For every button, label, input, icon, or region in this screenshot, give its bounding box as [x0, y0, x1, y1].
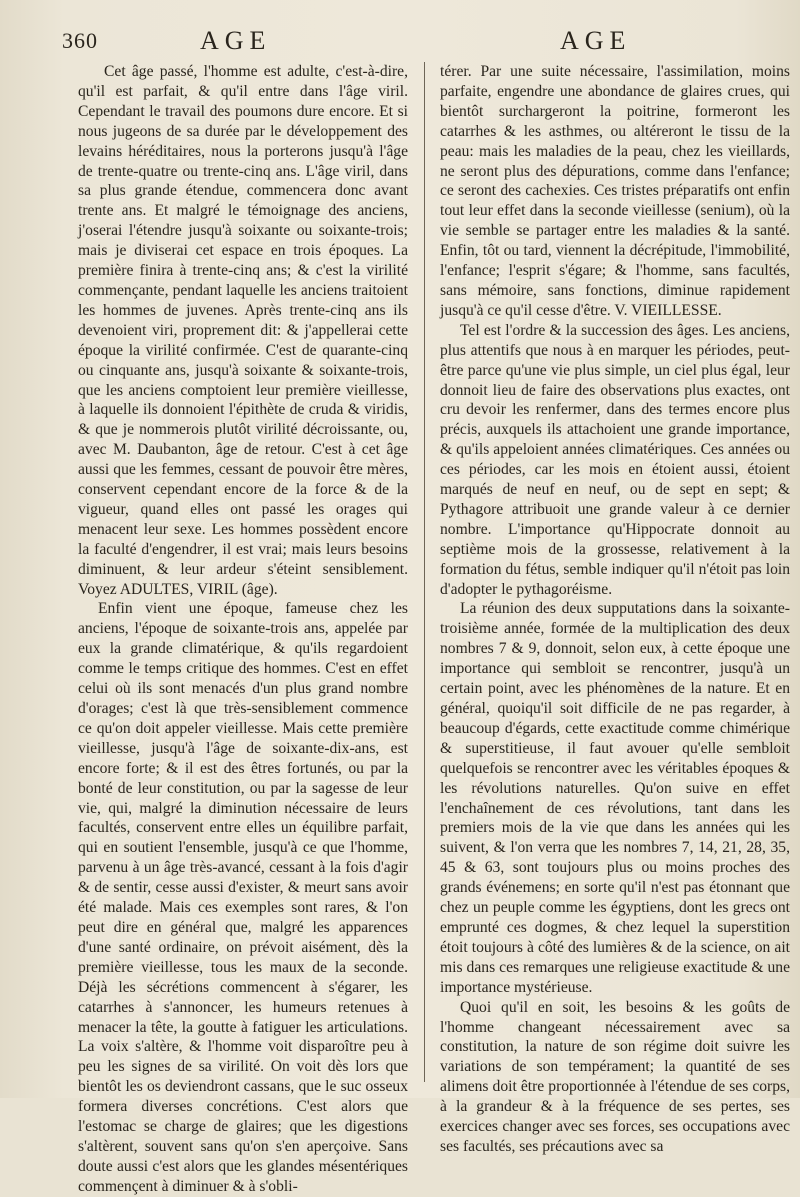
paragraph: Cet âge passé, l'homme est adulte, c'est-à-dire, qu'il est parfait, & qu'il entre dans l'âge viril. Cependant le travail des poumons dure encore. Et si nous jugeons de sa durée par le développement des levains héréditaires, nous la porterons jusqu'à l'âge de trente-quatre ou trente-cinq ans. L'âge viril, dans sa plus grande étendue, commencera donc avant trente ans. Et malgré le témoignage des anciens, j'oserai l'étendre jusqu'à soixante ou soixante-trois; mais je diviserai cet espace en trois époques. La première finira à trente-cinq ans; & c'est la virilité commençante, pendant laquelle les anciens traitoient les hommes de juvenes. Après trente-cinq ans ils devenoient viri, proprement dit: & j'appellerai cette époque la virilité confirmée. C'est de quarante-cinq ou cinquante ans, jusqu'à soixante & soixante-trois, que les anciens comptoient leur première vieillesse, à laquelle ils donnoient l'épithète de cruda & viridis, & que je nommerois plutôt virilité décroissante, ou, avec M. Daubanton, âge de retour. C'est à cet âge aussi que les femmes, cessant de pouvoir être mères, conservent cependant encore de la force & de la vigueur, quand elles ont passé les orages qui menacent leur sexe. Les hommes possèdent encore la faculté d'engendrer, il est vrai; mais leurs besoins diminuent, & leur ardeur s'éteint sensiblement. Voyez ADULTES, VIRIL (âge).	[78, 63, 408, 598]
paragraph: Quoi qu'il en soit, les besoins & les goûts de l'homme changeant nécessairement avec sa constitution, la nature de son régime doit suivre les variations de son tempérament; la quantité de ses alimens doit être proportionnée à l'étendue de ses corps, à la grandeur & à la fréquence de ses pertes, ses exercices changer avec ses forces, ses occupations avec ses facultés, ses précautions avec sa	[440, 998, 790, 1155]
paragraph: Enfin vient une époque, fameuse chez les anciens, l'époque de soixante-trois ans, appelée par eux la grande climatérique, & qu'ils regardoient comme le temps critique des hommes. C'est en effet celui où ils sont menacés d'un plus grand nombre d'orages; c'est là que très-sensiblement commence ce qu'on doit appeler vieillesse. Mais cette première vieillesse, jusqu'à l'âge de soixante-dix-ans, est encore forte; & il est des êtres fortunés, ou par la bonté de leur constitution, ou par la sagesse de leur vie, qui, malgré la diminution nécessaire de leurs facultés, conservent entre elles un équilibre parfait, qui en soutient l'ensemble, jusqu'à ce que l'homme, parvenu à un âge très-avancé, cessant à la fois d'agir & de sentir, cesse aussi d'exister, & meurt sans avoir été malade. Mais ces exemples sont rares, & l'on peut dire en général que, malgré les apparences d'une santé ordinaire, on prévoit aisément, dès la première vieillesse, tous les maux de la seconde. Déjà les sécrétions commencent à s'égarer, les catarrhes à s'annoncer, les humeurs retenues à menacer la tête, la goutte à fatiguer les articulations. La voix s'altère, & l'homme voit disparoître peu à peu les signes de sa virilité. On voit dès lors que bientôt les os deviendront cassans, que le suc osseux formera diverses concrétions. C'est alors que l'estomac se charge de glaires; que les digestions s'altèrent, souvent sans qu'on s'en aperçoive. Sans doute aussi c'est alors que les glandes mésentériques commençent à diminuer & à s'obli-	[78, 600, 408, 1195]
column-divider	[424, 62, 425, 1082]
left-column	[78, 62, 408, 1197]
right-column	[440, 62, 790, 1157]
paragraph: térer. Par une suite nécessaire, l'assimilation, moins parfaite, engendre une abondance de glaires crues, qui bientôt surchargeront la poitrine, formeront les catarrhes & les asthmes, ou altéreront le tissu de la peau: mais les maladies de la peau, chez les vieillards, ne seront plus des dépurations, comme dans l'enfance; ce seront des cachexies. Ces tristes préparatifs ont enfin tout leur effet dans la seconde vieillesse (senium), où la vie semble se partager entre les maladies & la santé. Enfin, tôt ou tard, viennent la décrépitude, l'immobilité, l'enfance; l'esprit s'égare; & l'homme, sans facultés, sans mémoire, sans fonctions, diminue rapidement jusqu'à ce qu'il cesse d'être. V. VIEILLESSE.	[440, 63, 790, 319]
running-head-left: AGE	[200, 26, 272, 55]
paragraph: La réunion des deux supputations dans la soixante-troisième année, formée de la multiplication des deux nombres 7 & 9, donnoit, selon eux, à cette époque une importance qui sembloit se rencontrer, jusqu'à un certain point, avec les phénomènes de la nature. Et en général, quoiqu'il soit difficile de ne pas regarder, à beaucoup d'égards, cette exactitude comme chimérique & superstitieuse, il faut avouer qu'elle sembloit quelquefois se rencontrer avec les véritables époques & les révolutions naturelles. Qu'on suive en effet l'enchaînement de ces révolutions, tant dans les premiers mois de la vie que dans les années qui les suivent, & l'on verra que les nombres 7, 14, 21, 28, 35, 45 & 63, sont toujours plus ou moins proches des grands événemens; en sorte qu'il n'est pas étonnant que chez un peuple comme les égyptiens, dont les grecs ont emprunté ces dogmes, & chez lequel la superstition étoit toujours à côté des lumières & de la science, on ait mis dans ces remarques une religieuse exactitude & une importance mystérieuse.	[440, 600, 790, 996]
paragraph: Tel est l'ordre & la succession des âges. Les anciens, plus attentifs que nous à en marquer les périodes, peut-être parce qu'une vie plus simple, un ciel plus égal, leur donnoit lieu de faire des observations plus exactes, ont cru devoir les renfermer, dans des termes encore plus précis, auxquels ils attachoient une grande importance, & qu'ils appeloient années climatériques. Ces années ou ces périodes, car les mois en étoient aussi, étoient marqués de neuf en neuf, ou de sept en sept; & Pythagore attribuoit une grande valeur à ce dernier nombre. L'importance qu'Hippocrate donnoit au septième mois de la grossesse, relativement à la formation du fétus, semble indiquer qu'il n'étoit pas loin d'adopter le pythagoréisme.	[440, 321, 790, 598]
page-number: 360	[62, 28, 98, 53]
running-head-right: AGE	[560, 26, 632, 55]
